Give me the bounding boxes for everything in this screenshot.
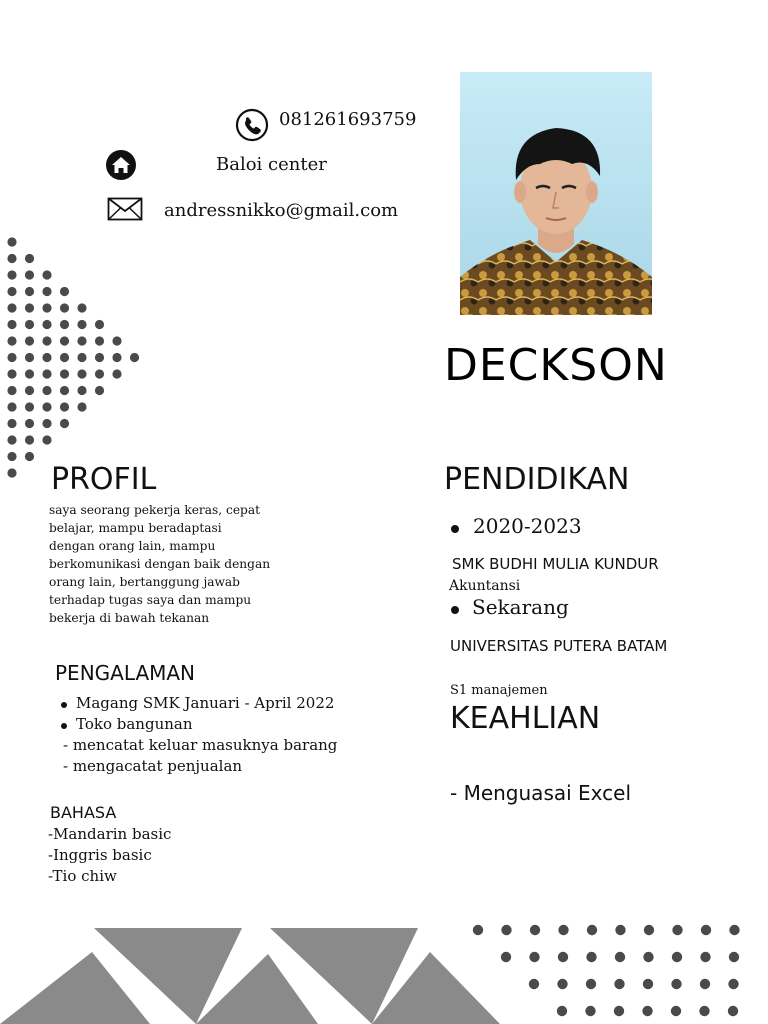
profile-line: terhadap tugas saya dan mampu [49,593,252,607]
experience-item: Magang SMK Januari - April 2022 [76,694,335,712]
dot-pattern-bottom-right [468,918,758,1024]
education-heading: PENDIDIKAN [444,462,630,497]
address-text: Baloi center [216,154,327,175]
profile-description [49,501,279,627]
experience-heading: PENGALAMAN [55,661,196,685]
language-item: -Mandarin basic [48,825,172,843]
triangle-pattern-bottom [0,924,500,1024]
phone-icon [235,108,269,142]
experience-detail: - mencatat keluar masuknya barang [63,736,338,754]
dot-pattern-left [0,230,150,490]
education-major: Akuntansi [449,578,521,594]
education-period: 2020-2023 [473,514,582,538]
education-period: Sekarang [472,595,569,619]
mail-icon [107,197,143,223]
profile-line: bekerja di bawah tekanan [49,611,210,625]
education-school: SMK BUDHI MULIA KUNDUR [452,555,659,573]
education-school: UNIVERSITAS PUTERA BATAM [450,637,668,655]
bullet-dot [61,723,67,729]
profile-line: saya seorang pekerja keras, cepat [49,503,261,517]
language-item: -Tio chiw [48,867,117,885]
profile-line: dengan orang lain, mampu [49,539,216,553]
profile-line: belajar, mampu beradaptasi [49,521,222,535]
education-major: S1 manajemen [450,683,548,698]
experience-detail: - mengacatat penjualan [63,757,243,775]
bullet-dot [451,606,459,614]
profile-line: orang lain, bertanggung jawab [49,575,240,589]
profile-line: berkomunikasi dengan baik dengan [49,557,271,571]
experience-item: Toko bangunan [76,715,193,733]
language-item: -Inggris basic [48,846,152,864]
skills-heading: KEAHLIAN [450,701,601,736]
phone-number: 081261693759 [279,109,417,130]
bullet-dot [451,525,459,533]
profile-heading: PROFIL [51,462,157,497]
email-text: andressnikko@gmail.com [164,200,399,221]
candidate-name: DECKSON [444,340,668,391]
languages-heading: BAHASA [50,803,117,822]
skill-item: - Menguasai Excel [450,781,632,805]
home-icon [104,148,138,182]
bullet-dot [61,702,67,708]
profile-photo [460,72,652,315]
